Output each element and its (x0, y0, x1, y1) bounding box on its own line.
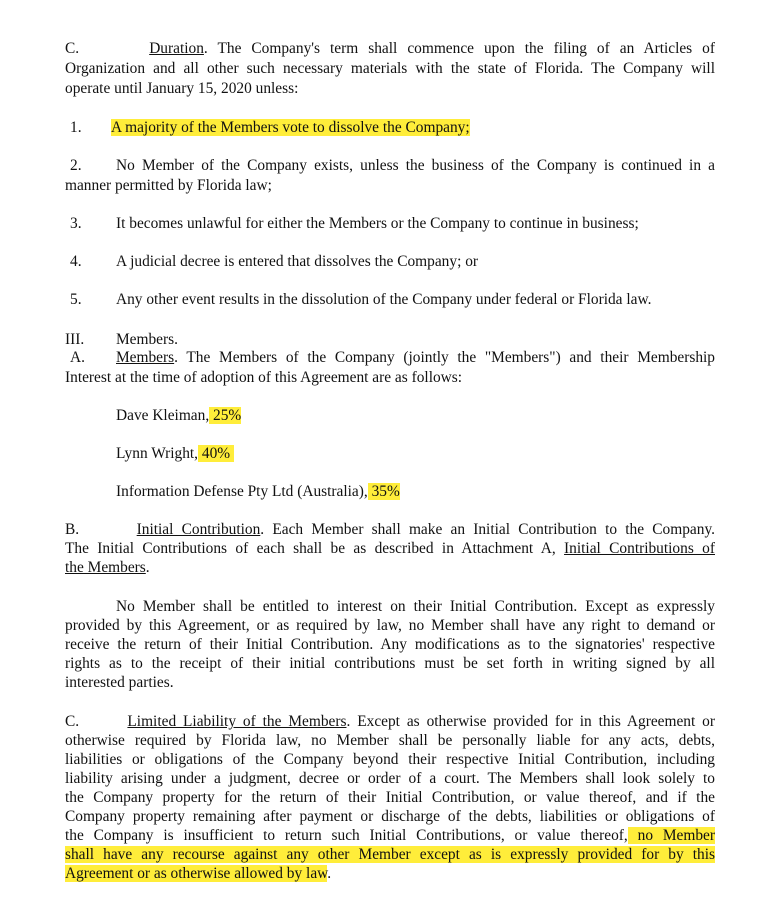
liability-line-1: C. Limited Liability of the Members. Except as otherwise provided for in this Agreement or (65, 713, 715, 730)
interest-line-1: No Member shall be entitled to interest on their Initial Contribution. Except as expressly (116, 598, 715, 615)
members-title: Members. (116, 331, 178, 348)
condition-number: 4. (70, 253, 82, 270)
liability-line-6: Company property remaining after payment or discharge of the debts, liabilities or obligations of (65, 808, 715, 825)
interest-line-3: receive the return of their Initial Contribution. Any modifications as to the signatories' respective (65, 636, 715, 653)
condition-1-text (111, 118, 470, 137)
members-heading: Members (116, 349, 175, 366)
liability-line-9: Agreement or as otherwise allowed by law. (65, 865, 332, 882)
liability-line-2: otherwise required by Florida law, no Member shall be personally liable for any acts, debts, (65, 732, 715, 749)
condition-number: 1. (70, 119, 82, 136)
contribution-line-2: The Initial Contributions of each shall be as described in Attachment A, Initial Contributions of (65, 540, 715, 557)
section-number: III. (65, 331, 85, 348)
condition-1-highlight: A majority of the Members vote to dissolve the Company; (111, 119, 470, 136)
subsection-label: C. (65, 713, 80, 730)
liability-line-3: liabilities or obligations of the Company beyond their respective Initial Contribution, including (65, 751, 715, 768)
attachment-reference-cont: the Members (65, 559, 146, 576)
contribution-line-3: the Members. (65, 559, 150, 576)
condition-3-text: It becomes unlawful for either the Members or the Company to continue in business; (116, 215, 639, 232)
liability-highlight: no Member (627, 827, 715, 844)
condition-5-text: Any other event results in the dissolution of the Company under federal or Florida law. (116, 291, 652, 308)
member-share: 35% (367, 483, 400, 500)
duration-line-2: Organization and all other such necessary materials with the state of Florida. The Company will (65, 60, 715, 77)
liability-line-4: liability arising under a judgment, decree or order of a court. The Members shall look solely to (65, 770, 715, 787)
condition-number: 2. (70, 157, 82, 174)
contribution-heading: Initial Contribution (136, 521, 261, 538)
duration-line-3: operate until January 15, 2020 unless: (65, 80, 299, 97)
members-line-1: Members. The Members of the Company (jointly the "Members") and their Membership (116, 349, 715, 366)
interest-line-5: interested parties. (65, 674, 174, 691)
condition-4-text: A judicial decree is entered that dissolves the Company; or (116, 253, 479, 270)
liability-line-7: the Company is insufficient to return such Initial Contributions, or value thereof, no Member (65, 827, 715, 844)
liability-heading: Limited Liability of the Members (127, 713, 347, 730)
member-name: Information Defense Pty Ltd (Australia), (116, 483, 368, 500)
subsection-label: A. (70, 349, 85, 366)
member-entry (116, 482, 400, 501)
interest-line-4: rights as to the receipt of their initial contributions must be set forth in writing signed by all (65, 655, 715, 672)
member-share: 25% (209, 407, 242, 424)
condition-2-line-1: No Member of the Company exists, unless the business of the Company is continued in a (116, 157, 715, 174)
condition-number: 3. (70, 215, 82, 232)
liability-line-5: the Company property for the return of their Initial Contribution, or value thereof, and if the (65, 789, 715, 806)
contribution-line-1: B. Initial Contribution. Each Member shall make an Initial Contribution to the Company. (65, 521, 715, 538)
member-name: Lynn Wright, (116, 445, 199, 462)
subsection-label: B. (65, 521, 80, 538)
interest-line-2: provided by this Agreement, or as required by law, no Member shall have any right to demand or (65, 617, 715, 634)
member-share: 40% (198, 445, 234, 462)
member-entry (116, 406, 241, 425)
attachment-reference: Initial Contributions of (564, 540, 715, 557)
member-entry (116, 444, 234, 463)
duration-heading: Duration (149, 40, 204, 57)
liability-line-8 (65, 845, 715, 864)
members-line-2: Interest at the time of adoption of this Agreement are as follows: (65, 369, 463, 386)
section-label: C. (65, 40, 80, 57)
duration-line-1: C. Duration. The Company's term shall commence upon the filing of an Articles of (65, 40, 715, 57)
condition-2-line-2: manner permitted by Florida law; (65, 177, 272, 194)
condition-number: 5. (70, 291, 82, 308)
liability-highlight: Agreement or as otherwise allowed by law (65, 865, 328, 882)
member-name: Dave Kleiman, (116, 407, 210, 424)
liability-highlight: shall have any recourse against any other Member except as is expressly provided for by this (65, 846, 715, 863)
